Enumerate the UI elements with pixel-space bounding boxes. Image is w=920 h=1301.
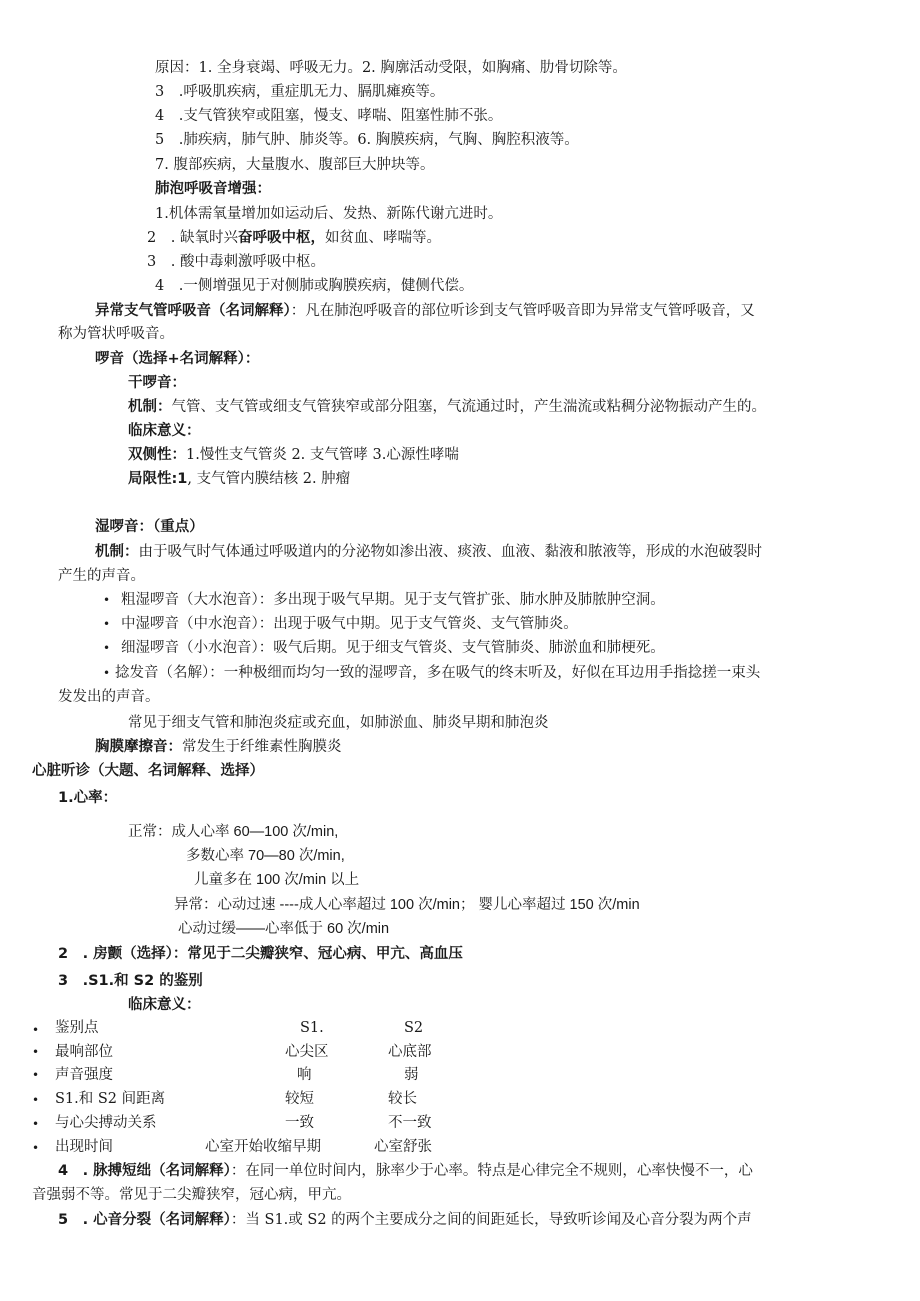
text-span: 1.慢性支气管炎 2. 支气管哮 3.心源性哮喘 xyxy=(186,447,459,463)
subheading: 干啰音： xyxy=(128,375,186,391)
text-line: 多数心率 70—80 次/min, xyxy=(186,848,345,864)
table-cell: 与心尖搏动关系 xyxy=(55,1115,157,1131)
list-item: 中湿啰音（中水泡音）：出现于吸气中期。见于支气管炎、支气管肺炎。 xyxy=(121,616,578,632)
text-line xyxy=(147,228,441,248)
table-cell: 弱 xyxy=(404,1067,419,1083)
table-cell: 心室舒张 xyxy=(374,1139,432,1155)
text-line: 音强弱不等。常见于二尖瓣狭窄，冠心病，甲亢。 xyxy=(32,1187,351,1203)
text-line: 3 . 酸中毒刺激呼吸中枢。 xyxy=(147,254,325,270)
text-line: 原因：1. 全身衰竭、呼吸无力。2. 胸廓活动受限，如胸痛、肋骨切除等。 xyxy=(155,60,627,76)
table-cell: 出现时间 xyxy=(55,1139,113,1155)
list-item: 捻发音（名解）：一种极细而均匀一致的湿啰音，多在吸气的终末听及，好似在耳边用手指捻搓一束头 xyxy=(115,665,761,681)
text-line: 3 .S1.和 S2 的鉴别 xyxy=(58,973,203,989)
label-span: 机制： xyxy=(128,399,172,415)
section-heading: 湿啰音：（重点） xyxy=(95,519,204,535)
table-header-cell: 鉴别点 xyxy=(55,1020,99,1036)
text-line: 1.机体需氧量增加如运动后、发热、新陈代谢亢进时。 xyxy=(155,206,503,222)
text-line: 正常：成人心率 60—100 次/min, xyxy=(128,824,339,840)
text-line xyxy=(128,469,350,489)
term-heading: 胸膜摩擦音： xyxy=(95,739,182,755)
text-span: ：当 S1.或 S2 的两个主要成分之间的间距延长，导致听诊闻及心音分裂为两个声 xyxy=(230,1212,752,1228)
table-header-cell: S2 xyxy=(404,1020,424,1036)
bullet-icon: • xyxy=(103,617,111,631)
table-cell: 响 xyxy=(297,1067,312,1083)
text-line xyxy=(58,1210,752,1230)
table-header-cell: S1. xyxy=(300,1020,324,1036)
text-line: 产生的声音。 xyxy=(58,568,145,584)
text-span: 如贫血、哮喘等。 xyxy=(324,230,441,246)
table-cell: 最响部位 xyxy=(55,1044,113,1060)
text-line: 2 . 房颤（选择）：常见于二尖瓣狭窄、冠心病、甲亢、高血压 xyxy=(58,946,463,962)
table-cell: 心室开始收缩早期 xyxy=(205,1139,321,1155)
text-span: 2 . 缺氧时兴 xyxy=(147,230,238,246)
label-span: 双侧性： xyxy=(128,447,186,463)
text-span: ：在同一单位时间内，脉率少于心率。特点是心律完全不规则，心率快慢不一，心 xyxy=(230,1163,753,1179)
section-heading: 心脏听诊（大题、名词解释、选择） xyxy=(32,763,264,779)
text-span: , 支气管内膜结核 2. 肿瘤 xyxy=(187,471,351,487)
bullet-icon: • xyxy=(32,1093,40,1107)
text-line: 常见于细支气管和肺泡炎症或充血，如肺淤血、肺炎早期和肺泡炎 xyxy=(128,715,549,731)
text-line xyxy=(95,542,762,562)
table-cell: 声音强度 xyxy=(55,1067,113,1083)
table-cell: 不一致 xyxy=(388,1115,432,1131)
table-cell: S1.和 S2 间距离 xyxy=(55,1091,166,1107)
subheading: 1.心率： xyxy=(58,790,118,806)
text-span: ：凡在肺泡呼吸音的部位听诊到支气管呼吸音即为异常支气管呼吸音，又 xyxy=(290,303,755,319)
text-line xyxy=(95,737,342,757)
text-line: 7. 腹部疾病，大量腹水、腹部巨大肿块等。 xyxy=(155,157,435,173)
table-cell: 心底部 xyxy=(388,1044,432,1060)
text-line xyxy=(128,397,766,417)
bullet-icon: • xyxy=(103,666,111,680)
term-heading: 5 . 心音分裂（名词解释） xyxy=(58,1212,231,1228)
list-item: 粗湿啰音（大水泡音）：多出现于吸气早期。见于支气管扩张、肺水肿及肺脓肿空洞。 xyxy=(121,592,665,608)
text-line xyxy=(128,445,459,465)
bullet-icon: • xyxy=(103,641,111,655)
table-cell: 心尖区 xyxy=(285,1044,329,1060)
text-line: 异常：心动过速 ----成人心率超过 100 次/min； 婴儿心率超过 150 次/min xyxy=(174,897,640,913)
text-span: 气管、支气管或细支气管狭窄或部分阻塞，气流通过时，产生湍流或粘稠分泌物振动产生的。 xyxy=(171,399,766,415)
table-cell: 较短 xyxy=(285,1091,314,1107)
subheading: 临床意义： xyxy=(128,423,201,439)
text-line: 5 .肺疾病，肺气肿、肺炎等。6. 胸膜疾病，气胸、胸腔积液等。 xyxy=(155,132,579,148)
text-line: 4 .一侧增强见于对侧肺或胸膜疾病，健侧代偿。 xyxy=(155,278,474,294)
table-cell: 一致 xyxy=(285,1115,314,1131)
text-span: 常发生于纤维素性胸膜炎 xyxy=(182,739,342,755)
text-line: 4 .支气管狭窄或阻塞，慢支、哮喘、阻塞性肺不张。 xyxy=(155,108,503,124)
bullet-icon: • xyxy=(103,593,111,607)
bullet-icon: • xyxy=(32,1117,40,1131)
label-span: 机制： xyxy=(95,544,139,560)
bullet-icon: • xyxy=(32,1068,40,1082)
bullet-icon: • xyxy=(32,1141,40,1155)
bullet-icon: • xyxy=(32,1023,40,1037)
label-span: 局限性:1 xyxy=(128,471,188,487)
subheading: 肺泡呼吸音增强： xyxy=(155,181,271,197)
text-line: 儿童多在 100 次/min 以上 xyxy=(194,872,360,888)
text-line xyxy=(58,1161,753,1181)
bold-span: 奋呼吸中枢， xyxy=(237,230,325,246)
text-line: 心动过缓——心率低于 60 次/min xyxy=(178,921,390,937)
list-item: 细湿啰音（小水泡音）：吸气后期。见于细支气管炎、支气管肺炎、肺淤血和肺梗死。 xyxy=(121,640,665,656)
text-line: 3 .呼吸肌疾病，重症肌无力、膈肌瘫痪等。 xyxy=(155,84,445,100)
section-heading: 啰音（选择+名词解释）： xyxy=(95,351,260,367)
bullet-icon: • xyxy=(32,1045,40,1059)
subheading: 临床意义： xyxy=(128,997,201,1013)
text-line: 称为管状呼吸音。 xyxy=(58,326,174,342)
term-heading: 异常支气管呼吸音（名词解释） xyxy=(95,303,291,319)
term-heading: 4 . 脉搏短绌（名词解释） xyxy=(58,1163,231,1179)
table-cell: 较长 xyxy=(388,1091,417,1107)
text-line: 发发出的声音。 xyxy=(58,689,160,705)
text-span: 由于吸气时气体通过呼吸道内的分泌物如渗出液、痰液、血液、黏液和脓液等，形成的水泡破裂时 xyxy=(138,544,762,560)
text-line xyxy=(95,301,755,321)
